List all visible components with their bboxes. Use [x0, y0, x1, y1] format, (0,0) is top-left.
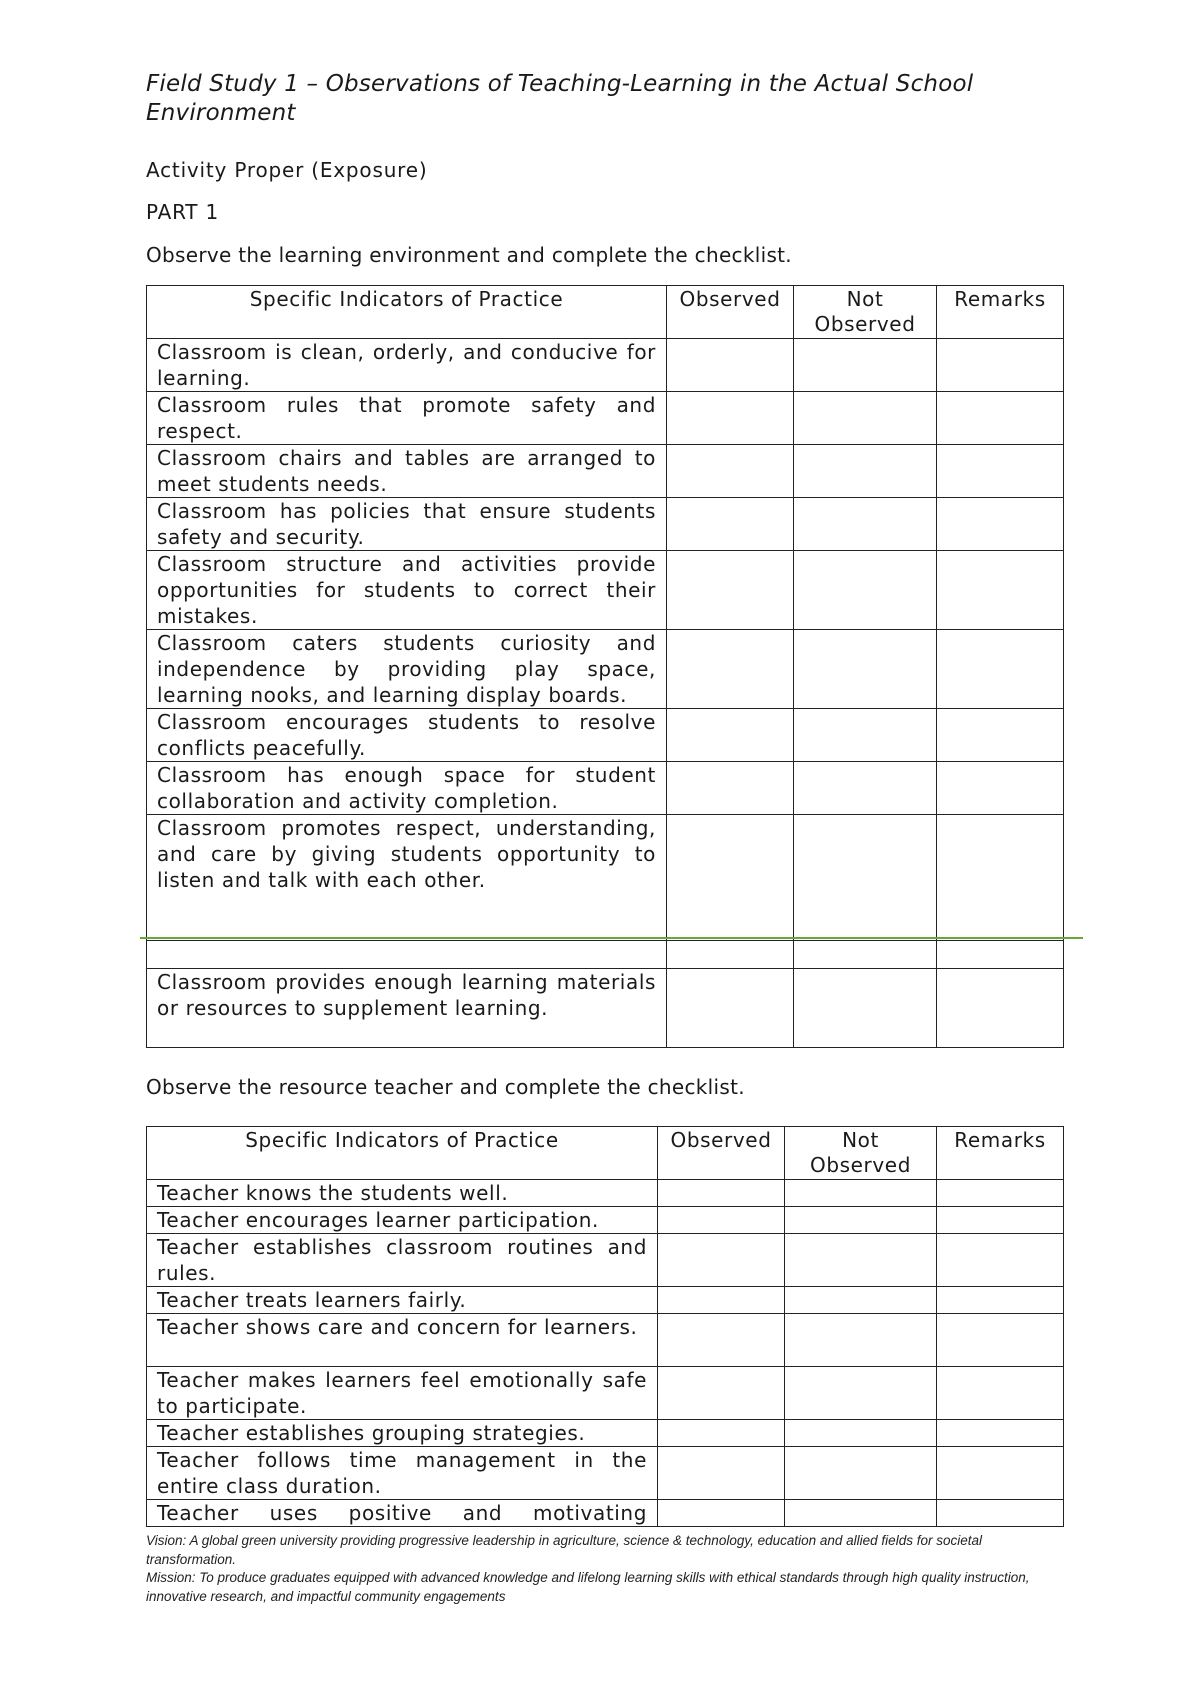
remarks-cell[interactable] — [937, 1234, 1064, 1287]
observed-cell[interactable] — [658, 1500, 785, 1527]
table-row — [147, 1207, 1064, 1234]
header-not-observed: Not Observed — [794, 286, 937, 339]
header-indicators: Specific Indicators of Practice — [147, 1127, 658, 1180]
not-observed-cell[interactable] — [785, 1207, 937, 1234]
header-observed: Observed — [667, 286, 794, 339]
remarks-cell[interactable] — [937, 445, 1064, 498]
header-not-observed: Not Observed — [785, 1127, 937, 1180]
remarks-cell[interactable] — [937, 630, 1064, 709]
remarks-cell[interactable] — [937, 1207, 1064, 1234]
part-heading: PART 1 — [146, 200, 220, 224]
observed-cell[interactable] — [667, 445, 794, 498]
not-observed-cell[interactable] — [794, 709, 937, 762]
not-observed-cell[interactable] — [794, 339, 937, 392]
indicator-text: Teacher uses positive and motivating — [147, 1500, 658, 1527]
not-observed-cell[interactable] — [785, 1367, 937, 1420]
table-row-empty — [147, 941, 1064, 969]
indicator-text: Teacher treats learners fairly. — [147, 1287, 658, 1314]
not-observed-cell[interactable] — [794, 969, 937, 1048]
header-indicators: Specific Indicators of Practice — [147, 286, 667, 339]
page-footer — [146, 1532, 1066, 1606]
not-observed-cell[interactable] — [794, 392, 937, 445]
observed-cell[interactable] — [658, 1287, 785, 1314]
table2-instruction: Observe the resource teacher and complete the checklist. — [146, 1075, 745, 1099]
remarks-cell[interactable] — [937, 1180, 1064, 1207]
header-remarks: Remarks — [937, 286, 1064, 339]
learning-environment-checklist — [146, 285, 1064, 1048]
vision-statement: Vision: A global green university providing progressive leadership in agriculture, science & technology, education and allied fields for societal transformation. — [146, 1533, 982, 1567]
observed-cell[interactable] — [658, 1447, 785, 1500]
observed-cell[interactable] — [667, 392, 794, 445]
table-row — [147, 1287, 1064, 1314]
header-observed: Observed — [658, 1127, 785, 1180]
table-row — [147, 969, 1064, 1048]
indicator-text: Teacher makes learners feel emotionally safe to participate. — [147, 1367, 658, 1420]
header-remarks: Remarks — [937, 1127, 1064, 1180]
table-row — [147, 1447, 1064, 1500]
remarks-cell[interactable] — [937, 498, 1064, 551]
remarks-cell[interactable] — [937, 709, 1064, 762]
indicator-text: Teacher knows the students well. — [147, 1180, 658, 1207]
indicator-text: Teacher shows care and concern for learners. — [147, 1314, 658, 1367]
remarks-cell[interactable] — [937, 551, 1064, 630]
not-observed-cell[interactable] — [794, 815, 937, 941]
table-row — [147, 815, 1064, 941]
remarks-cell[interactable] — [937, 815, 1064, 941]
table-header-row — [147, 286, 1064, 339]
section-heading: Activity Proper (Exposure) — [146, 158, 428, 182]
not-observed-cell[interactable] — [785, 1287, 937, 1314]
observed-cell[interactable] — [658, 1234, 785, 1287]
observed-cell[interactable] — [667, 630, 794, 709]
indicator-text: Classroom caters students curiosity and independence by providing play space, learning nooks, and learning display boards. — [147, 630, 667, 709]
not-observed-cell[interactable] — [794, 762, 937, 815]
indicator-text: Classroom is clean, orderly, and conducive for learning. — [147, 339, 667, 392]
table-row — [147, 339, 1064, 392]
observed-cell[interactable] — [658, 1180, 785, 1207]
remarks-cell[interactable] — [937, 762, 1064, 815]
observed-cell[interactable] — [658, 1314, 785, 1367]
remarks-cell[interactable] — [937, 1287, 1064, 1314]
not-observed-cell[interactable] — [785, 1420, 937, 1447]
remarks-cell[interactable] — [937, 1367, 1064, 1420]
observed-cell[interactable] — [667, 815, 794, 941]
table-row — [147, 551, 1064, 630]
indicator-text: Teacher establishes classroom routines and rules. — [147, 1234, 658, 1287]
page-break-rule — [140, 937, 1083, 939]
not-observed-cell[interactable] — [785, 1180, 937, 1207]
table-row — [147, 498, 1064, 551]
table-row — [147, 1180, 1064, 1207]
remarks-cell[interactable] — [937, 1447, 1064, 1500]
table-row — [147, 1420, 1064, 1447]
table-header-row — [147, 1127, 1064, 1180]
table-row — [147, 709, 1064, 762]
observed-cell[interactable] — [667, 339, 794, 392]
remarks-cell[interactable] — [937, 1420, 1064, 1447]
observed-cell[interactable] — [658, 1207, 785, 1234]
remarks-cell[interactable] — [937, 392, 1064, 445]
not-observed-cell[interactable] — [785, 1447, 937, 1500]
indicator-text: Teacher encourages learner participation. — [147, 1207, 658, 1234]
mission-statement: Mission: To produce graduates equipped with advanced knowledge and lifelong learning skills with ethical standards through high quality instruction, innovative research, and impactful community engagements — [146, 1570, 1030, 1604]
table-row — [147, 630, 1064, 709]
observed-cell[interactable] — [667, 941, 794, 969]
indicator-text: Classroom provides enough learning materials or resources to supplement learning. — [147, 969, 667, 1048]
table-row — [147, 1234, 1064, 1287]
not-observed-cell[interactable] — [794, 630, 937, 709]
observed-cell[interactable] — [667, 969, 794, 1048]
not-observed-cell[interactable] — [794, 445, 937, 498]
not-observed-cell[interactable] — [794, 551, 937, 630]
indicator-text: Teacher follows time management in the entire class duration. — [147, 1447, 658, 1500]
observed-cell[interactable] — [667, 709, 794, 762]
indicator-text: Classroom has policies that ensure students safety and security. — [147, 498, 667, 551]
document-title: Field Study 1 – Observations of Teaching-Learning in the Actual School Environment — [146, 71, 974, 126]
indicator-text: Classroom structure and activities provide opportunities for students to correct their mistakes. — [147, 551, 667, 630]
resource-teacher-checklist — [146, 1126, 1064, 1527]
table-row — [147, 1500, 1064, 1527]
indicator-text: Classroom promotes respect, understanding, and care by giving students opportunity to listen and talk with each other. — [147, 815, 667, 941]
observed-cell[interactable] — [667, 498, 794, 551]
remarks-cell[interactable] — [937, 1314, 1064, 1367]
indicator-text: Classroom has enough space for student collaboration and activity completion. — [147, 762, 667, 815]
indicator-text: Classroom chairs and tables are arranged to meet students needs. — [147, 445, 667, 498]
remarks-cell[interactable] — [937, 941, 1064, 969]
remarks-cell[interactable] — [937, 969, 1064, 1048]
observed-cell[interactable] — [658, 1367, 785, 1420]
not-observed-cell[interactable] — [785, 1234, 937, 1287]
remarks-cell[interactable] — [937, 1500, 1064, 1527]
indicator-text: Teacher establishes grouping strategies. — [147, 1420, 658, 1447]
table1-instruction: Observe the learning environment and complete the checklist. — [146, 243, 792, 267]
indicator-text: Classroom rules that promote safety and respect. — [147, 392, 667, 445]
table-row — [147, 1314, 1064, 1367]
observed-cell[interactable] — [658, 1420, 785, 1447]
observed-cell[interactable] — [667, 551, 794, 630]
not-observed-cell[interactable] — [794, 498, 937, 551]
indicator-text: Classroom encourages students to resolve conflicts peacefully. — [147, 709, 667, 762]
table-row — [147, 762, 1064, 815]
observed-cell[interactable] — [667, 762, 794, 815]
table-row — [147, 1367, 1064, 1420]
not-observed-cell[interactable] — [785, 1500, 937, 1527]
not-observed-cell[interactable] — [785, 1314, 937, 1367]
not-observed-cell[interactable] — [794, 941, 937, 969]
table-row — [147, 392, 1064, 445]
remarks-cell[interactable] — [937, 339, 1064, 392]
table-row — [147, 445, 1064, 498]
indicator-text — [147, 941, 667, 969]
